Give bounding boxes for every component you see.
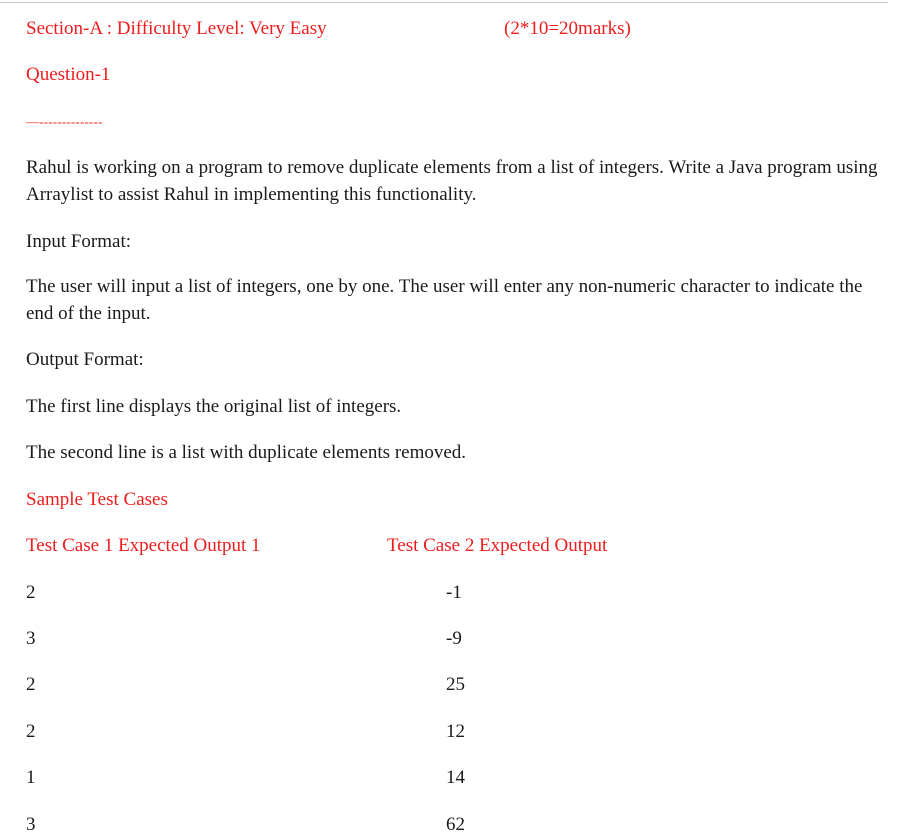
test-case-2-value: 62 bbox=[446, 814, 465, 835]
test-case-2-value: 25 bbox=[446, 674, 465, 695]
output-format-line-1: The first line displays the original list of integers. bbox=[26, 396, 402, 417]
test-case-1-value: 1 bbox=[26, 767, 36, 788]
top-divider bbox=[0, 2, 888, 3]
test-case-2-heading: Test Case 2 Expected Output bbox=[387, 535, 608, 556]
test-case-1-value: 2 bbox=[26, 721, 36, 742]
test-case-2-value: -9 bbox=[446, 628, 462, 649]
test-case-2-value: 14 bbox=[446, 767, 465, 788]
input-format-text: The user will input a list of integers, one by one. The user will enter any non-numeric character to indicate the end of the input. bbox=[26, 276, 863, 324]
test-case-2-value: -1 bbox=[446, 582, 462, 603]
sample-test-cases-heading: Sample Test Cases bbox=[26, 489, 168, 510]
question-separator: —-------------- bbox=[26, 114, 103, 129]
output-format-heading: Output Format: bbox=[26, 349, 144, 370]
section-heading: Section-A : Difficulty Level: Very Easy bbox=[26, 18, 327, 39]
test-case-1-heading: Test Case 1 Expected Output 1 bbox=[26, 535, 261, 556]
question-label: Question-1 bbox=[26, 64, 111, 85]
output-format-line-2: The second line is a list with duplicate elements removed. bbox=[26, 442, 467, 463]
problem-description: Rahul is working on a program to remove duplicate elements from a list of integers. Write a Java program using Arraylist to assist Rahul in implementing this functionality. bbox=[26, 157, 878, 205]
marks-label: (2*10=20marks) bbox=[504, 18, 631, 39]
input-format-heading: Input Format: bbox=[26, 231, 132, 252]
test-case-1-value: 2 bbox=[26, 674, 36, 695]
test-case-1-value: 3 bbox=[26, 814, 36, 835]
test-case-1-value: 2 bbox=[26, 582, 36, 603]
test-case-1-value: 3 bbox=[26, 628, 36, 649]
test-case-2-value: 12 bbox=[446, 721, 465, 742]
